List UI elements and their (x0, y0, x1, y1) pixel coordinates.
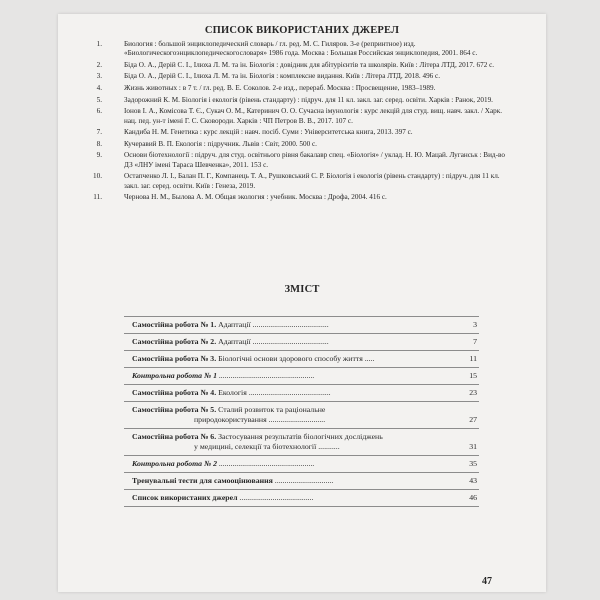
table-of-contents (124, 316, 479, 507)
toc-page-number: 23 (469, 388, 477, 397)
toc-row: Самостійна робота № 6. Застосування результатів біологічних досліджень у медицині, селекції та біотехнології ........... 31 (124, 428, 479, 455)
reference-item: 1. Биология : большой энциклопедический словарь / гл. ред. М. С. Гиляров. 3-е (репринтное) изд. «Биологическогоэнциклопедическогословаря» 1986 года. Москва : Большая Российская энциклопедия, 2001. 864 с. (96, 40, 478, 58)
toc-row: Самостійна робота № 4. Екологія .......................................... 23 (124, 384, 479, 401)
toc-label: Самостійна робота № 4. (132, 388, 217, 397)
reference-item: 5. Задорожний К. М. Біологія і екологія (рівень стандарту) : підруч. для 11 кл. закл. заг. серед. освіти. Харків : Ранок, 2019. (96, 95, 493, 104)
reference-item: 7. Кандиба Н. М. Генетика : курс лекцій : навч. посіб. Суми : Університетська книга, 2013. 397 с. (96, 128, 413, 137)
toc-topic: Адаптації (216, 320, 251, 329)
toc-page-number: 15 (469, 371, 477, 380)
reference-item: 10. Остапченко Л. І., Балан П. Г., Компанець Т. А., Рушковський С. Р. Біологія і екологія (рівень стандарту) : підруч. для 11 кл. закл. заг. серед. освіти. Київ : Генеза, 2019. (93, 172, 500, 190)
toc-page-number: 27 (469, 415, 477, 424)
reference-item: 8. Кучеравий В. П. Екологія : підручник. Львів : Світ, 2000. 500 с. (96, 139, 317, 148)
toc-label: Список використаних джерел (132, 493, 238, 502)
toc-page-number: 35 (469, 459, 477, 468)
toc-topic-continued: природокористування (194, 415, 267, 424)
toc-label: Самостійна робота № 6. (132, 432, 217, 441)
page-number: 47 (482, 576, 492, 587)
toc-label: Контрольна робота № 2 (132, 459, 218, 468)
toc-row: Список використаних джерел ...................................... 46 (124, 489, 479, 507)
toc-topic-continued: у медицині, селекції та біотехнології (194, 442, 317, 451)
toc-page-number: 7 (473, 337, 477, 346)
toc-label: Самостійна робота № 5. (132, 405, 217, 414)
toc-row: Контрольна робота № 1 ................................................. 15 (124, 367, 479, 384)
toc-row: Самостійна робота № 2. Адаптації ....................................... 7 (124, 333, 479, 350)
toc-topic: Біологічні основи здорового способу життя (216, 354, 363, 363)
toc-label: Самостійна робота № 3. (132, 354, 217, 363)
toc-topic: Застосування результатів біологічних досліджень (216, 432, 383, 441)
references-title: СПИСОК ВИКОРИСТАНИХ ДЖЕРЕЛ (204, 25, 400, 36)
toc-label: Тренувальні тести для самооцінювання (132, 476, 273, 485)
toc-page-number: 11 (469, 354, 477, 363)
reference-item: 2. Біда О. А., Дерій С. І., Ілюха Л. М. та ін. Біологія : довідник для абітурієнтів та школярів. Київ : Літера ЛТД, 2017. 672 с. (96, 60, 495, 69)
toc-topic: Адаптації (216, 337, 251, 346)
reference-item: 9. Основи біотехнології : підруч. для студ. освітнього рівня бакалавр спец. «Біологія» / уклад. Н. Ю. Мацай. Луганськ : Вид-во ДЗ «ЛНУ імені Тараса Шевченка», 2011. 153 с. (96, 151, 505, 169)
toc-label: Контрольна робота № 1 (132, 371, 218, 380)
toc-page-number: 46 (469, 493, 477, 502)
toc-label: Самостійна робота № 1. (132, 320, 217, 329)
reference-item: 11. Чернова Н. М., Былова А. М. Общая экология : учебник. Москва : Дрофа, 2004. 416 с. (93, 193, 387, 202)
toc-topic: Сталий розвиток та раціональне (216, 405, 326, 414)
toc-label: Самостійна робота № 2. (132, 337, 217, 346)
toc-topic: Екологія (216, 388, 247, 397)
toc-row: Самостійна робота № 1. Адаптації ....................................... 3 (124, 316, 479, 333)
toc-page-number: 3 (473, 320, 477, 329)
reference-item: 3. Біда О. А., Дерій С. І., Ілюха Л. М. та ін. Біологія : комплексне видання. Київ : Літера ЛТД, 2018. 496 с. (96, 72, 441, 81)
toc-row: Контрольна робота № 2 ................................................. 35 (124, 455, 479, 472)
references-list (90, 40, 515, 205)
toc-row: Самостійна робота № 5. Сталий розвиток та раціональне природокористування ............................. 27 (124, 401, 479, 428)
reference-item: 4. Жизнь животных : в 7 т. / гл. ред. В. Е. Соколов. 2-е изд., перераб. Москва : Просвещение, 1983–1989. (96, 84, 436, 93)
reference-item: 6. Іонов І. А., Комісова Т. Є., Сукач О. М., Катеринич О. О. Сучасна імунологія : курс лекцій для студ. вищ. навч. закл. / Харк. нац. пед. ун-т імені Г. С. Сковороди. Харків : ЧП Петров В. В., 2017. 107 с. (96, 107, 503, 125)
toc-page-number: 31 (469, 442, 477, 451)
toc-page-number: 43 (469, 476, 477, 485)
toc-row: Тренувальні тести для самооцінювання .............................. 43 (124, 472, 479, 489)
contents-title: ЗМІСТ (284, 284, 320, 295)
book-page (58, 14, 546, 592)
toc-row: Самостійна робота № 3. Біологічні основи здорового способу життя ..... 11 (124, 350, 479, 367)
